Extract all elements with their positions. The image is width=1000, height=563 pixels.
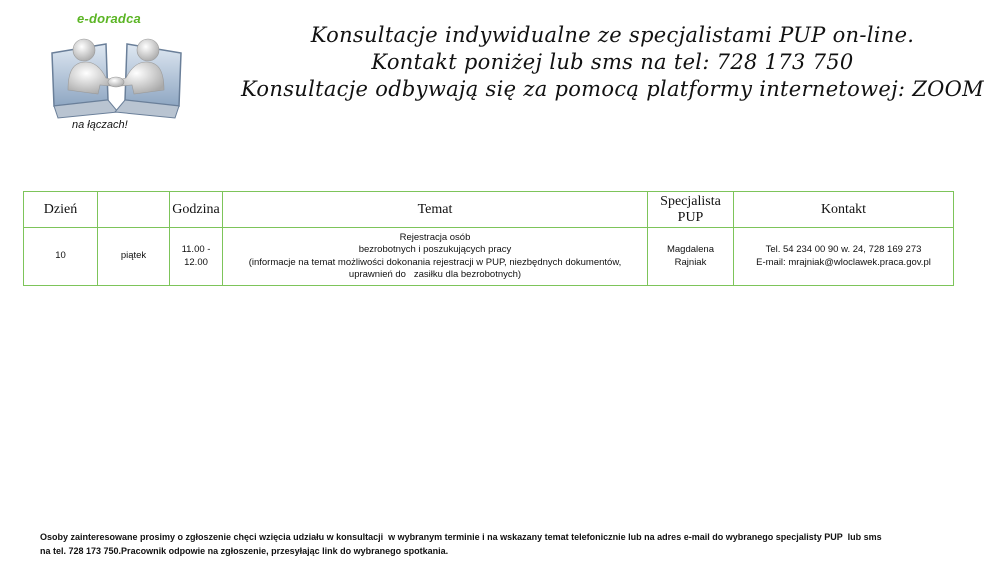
consultation-schedule-table — [23, 191, 954, 286]
header-specialist: Specjalista PUP — [648, 192, 734, 228]
cell-day: 10 — [24, 228, 98, 286]
header-hour: Godzina — [170, 192, 223, 228]
cell-hour: 11.00 - 12.00 — [170, 228, 223, 286]
cell-weekday: piątek — [98, 228, 170, 286]
contact-email[interactable]: E-mail: mrajniak@wloclawek.praca.gov.pl — [756, 256, 931, 268]
footer-note — [40, 531, 980, 558]
topic-line: (informacje na temat możliwości dokonania rejestracji w PUP, niezbędnych dokumentów, — [248, 256, 622, 268]
topic-line: bezrobotnych i poszukujących pracy — [358, 244, 512, 255]
e-doradca-logo — [44, 6, 189, 136]
header-topic: Temat — [223, 192, 648, 228]
header-day: Dzień — [24, 192, 98, 228]
cell-contact — [734, 228, 954, 286]
logo-subtitle: na łączach! — [72, 119, 128, 131]
table-header-row — [24, 192, 954, 228]
header-contact: Kontakt — [734, 192, 954, 228]
headline-line-1: Konsultacje indywidualne ze specjalistami PUP on-line. — [310, 23, 915, 47]
cell-specialist — [648, 228, 734, 286]
headline-line-2: Kontakt poniżej lub sms na tel: 728 173 750 — [371, 50, 854, 74]
cell-topic — [223, 228, 648, 286]
table-row — [24, 228, 954, 286]
topic-line: uprawnień do zasiłku dla bezrobotnych) — [348, 269, 522, 280]
footer-line-2: na tel. 728 173 750.Pracownik odpowie na zgłoszenie, przesyłając link do wybranego spotkania. — [40, 545, 449, 556]
logo-title: e-doradca — [77, 11, 141, 26]
header-weekday — [98, 192, 170, 228]
headline-line-3: Konsultacje odbywają się za pomocą platformy internetowej: ZOOM — [241, 77, 984, 101]
footer-line-1: Osoby zainteresowane prosimy o zgłoszenie chęci wzięcia udziału w konsultacji w wybranym terminie i na wskazany temat telefonicznie lub na adres e-mail do wybranego specjalisty PUP lub sms — [40, 532, 882, 542]
page-headline — [225, 22, 1000, 103]
topic-line: Rejestracja osób — [399, 231, 471, 243]
contact-phone: Tel. 54 234 00 90 w. 24, 728 169 273 — [765, 244, 922, 255]
specialist-first-name: Magdalena — [666, 244, 714, 255]
handshake-laptops-icon — [44, 28, 189, 123]
specialist-last-name: Rajniak — [674, 256, 707, 268]
